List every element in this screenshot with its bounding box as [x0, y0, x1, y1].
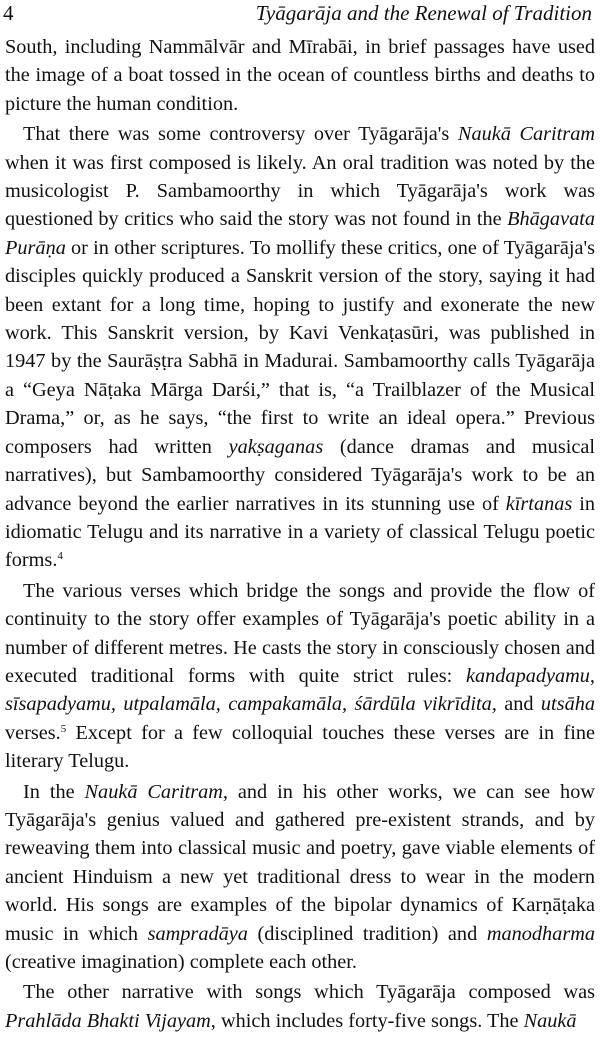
text-run: verses.	[5, 721, 61, 744]
italic-term: Prahlāda Bhakti Vijayam	[5, 1009, 211, 1032]
text-run: and	[496, 693, 541, 716]
paragraph	[5, 33, 595, 118]
paragraph	[5, 978, 595, 1035]
italic-term: yakṣaganas	[228, 435, 324, 458]
body-text	[5, 33, 595, 1035]
italic-term: kandapadyamu, sīsapadyamu, utpalamāla, campakamāla, śārdūla vikrīdita,	[5, 664, 595, 716]
italic-term: utsāha	[540, 693, 595, 716]
text-run: (disciplined tradition) and	[247, 922, 487, 945]
italic-term: Bhāgavata Purāṇa	[5, 208, 595, 259]
italic-term: sampradāya	[147, 922, 248, 945]
text-run: , which includes forty-five songs. The	[210, 1009, 524, 1032]
footnote-marker: 4	[57, 550, 63, 563]
italic-term: Naukā Caritram	[457, 123, 595, 146]
text-run: when it was first composed is likely. An oral tradition was noted by the musicologist P. Sambamoorthy in which Tyāgarāja's work was questioned by critics who said the story was not found in the	[5, 151, 595, 231]
paragraph	[5, 577, 595, 776]
page-number: 4	[3, 1, 14, 25]
italic-term: Naukā Caritram	[84, 780, 223, 803]
running-head-title: Tyāgarāja and the Renewal of Tradition	[255, 1, 592, 25]
text-run: (creative imagination) complete each other.	[5, 951, 357, 973]
text-run: That there was some controversy over Tyāgarāja's	[23, 123, 458, 146]
text-run: Except for a few colloquial touches these verses are in fine literary Telugu.	[5, 721, 595, 773]
text-run: The various verses which bridge the songs and provide the flow of continuity to the story offer examples of Tyāgarāja's poetic ability in a number of different metres. He casts the story in consciously chosen and executed traditional forms with quite strict rules:	[5, 579, 595, 687]
text-run: or in other scriptures. To mollify these critics, one of Tyāgarāja's disciples quickly produced a Sanskrit version of the story, saying it had been extant for a long time, hoping to justify and exonerate the new work. This Sanskrit version, by Kavi Venkaṭasūri, was published in 1947 by the Saurāṣṭra Sabhā in Madurai. Sambamoorthy calls Tyāgarāja a “Geya Nāṭaka Mārga Darśi,” that is, “a Trailblazer of the Musical Drama,” or, as he says, “the first to write an ideal opera.” Previous composers had written	[5, 236, 595, 458]
text-run: in idiomatic Telugu and its narrative in a variety of classical Telugu poetic forms.	[5, 492, 595, 572]
footnote-marker: 5	[60, 722, 67, 735]
text-run: In the	[23, 780, 85, 803]
paragraph	[5, 778, 595, 977]
text-run: The other narrative with songs which Tyāgarāja composed was	[23, 981, 595, 1004]
text-run: , and in his other works, we can see how Tyāgarāja's genius valued and gathered pre-existent strands, and by reweaving them into classical music and poetry, gave viable elements of ancient Hinduism a new yet traditional dress to wear in the modern world. His songs are examples of the bipolar dynamics of Karṇāṭaka music in which	[5, 780, 595, 945]
text-run: South, including Nammālvār and Mīrabāi, in brief passages have used the image of a boat tossed in the ocean of countless births and deaths to picture the human condition.	[5, 36, 595, 115]
italic-term: Naukā	[523, 1009, 577, 1032]
italic-term: kīrtanas	[505, 492, 573, 515]
paragraph	[5, 120, 595, 575]
italic-term: manodharma	[486, 922, 595, 945]
text-run: (dance dramas and musical narratives), but Sambamoorthy considered Tyāgarāja's work to be an advance beyond the earlier narratives in its stunning use of	[5, 435, 595, 515]
page-header	[0, 0, 600, 30]
